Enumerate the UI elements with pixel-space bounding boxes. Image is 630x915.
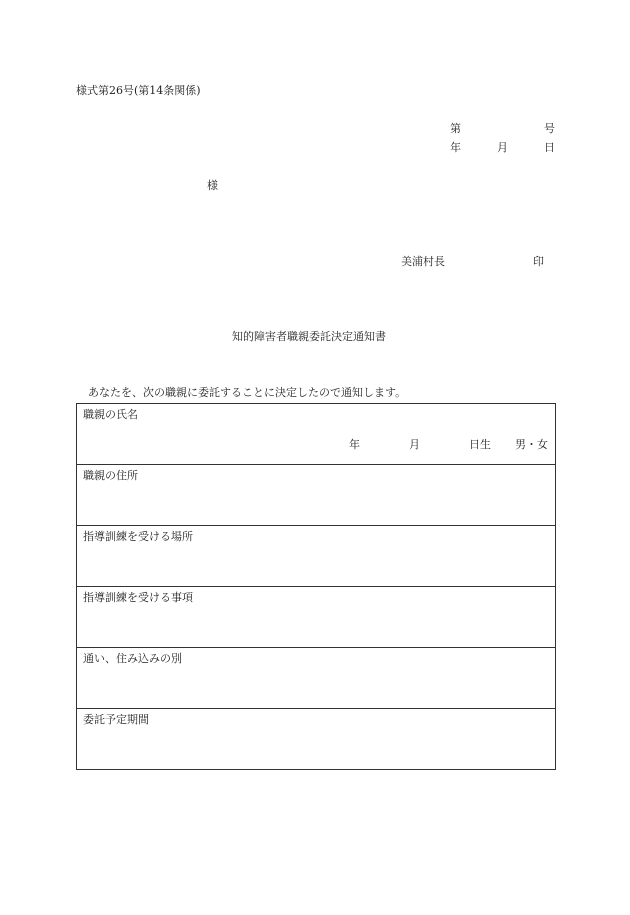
doc-number-suffix: 号 — [544, 122, 555, 135]
table-row — [77, 465, 556, 526]
birth-year-label: 年 — [349, 438, 360, 451]
table-row — [77, 404, 556, 465]
row-label-foster-name: 職親の氏名 — [83, 408, 138, 421]
doc-number-prefix: 第 — [450, 122, 461, 135]
table-cell — [77, 465, 556, 526]
table-row — [77, 648, 556, 709]
table-cell — [77, 404, 556, 465]
table-row — [77, 587, 556, 648]
table-row — [77, 709, 556, 770]
row-label-training-matters: 指導訓練を受ける事項 — [83, 591, 193, 604]
table-cell — [77, 648, 556, 709]
row-label-foster-address: 職親の住所 — [83, 469, 138, 482]
issuer-name: 美浦村長 — [401, 255, 445, 268]
table-cell — [77, 709, 556, 770]
table-row — [77, 526, 556, 587]
gender-label: 男・女 — [515, 438, 548, 451]
delegation-table — [76, 403, 556, 770]
row-label-delegation-period: 委託予定期間 — [83, 713, 149, 726]
date-month: 月 — [497, 141, 508, 154]
document-title: 知的障害者職親委託決定通知書 — [232, 330, 386, 343]
date-day: 日 — [544, 141, 555, 154]
form-number: 様式第26号(第14条関係) — [76, 84, 201, 97]
date-year: 年 — [450, 141, 461, 154]
row-label-commute-type: 通い、住み込みの別 — [83, 652, 182, 665]
table-cell — [77, 587, 556, 648]
row-label-training-place: 指導訓練を受ける場所 — [83, 530, 193, 543]
table-cell — [77, 526, 556, 587]
birth-month-label: 月 — [409, 438, 420, 451]
issuer-seal: 印 — [533, 255, 544, 268]
addressee-suffix: 様 — [207, 179, 218, 192]
birth-day-label: 日生 — [469, 438, 491, 451]
intro-text: あなたを、次の職親に委託することに決定したので通知します。 — [88, 386, 407, 399]
